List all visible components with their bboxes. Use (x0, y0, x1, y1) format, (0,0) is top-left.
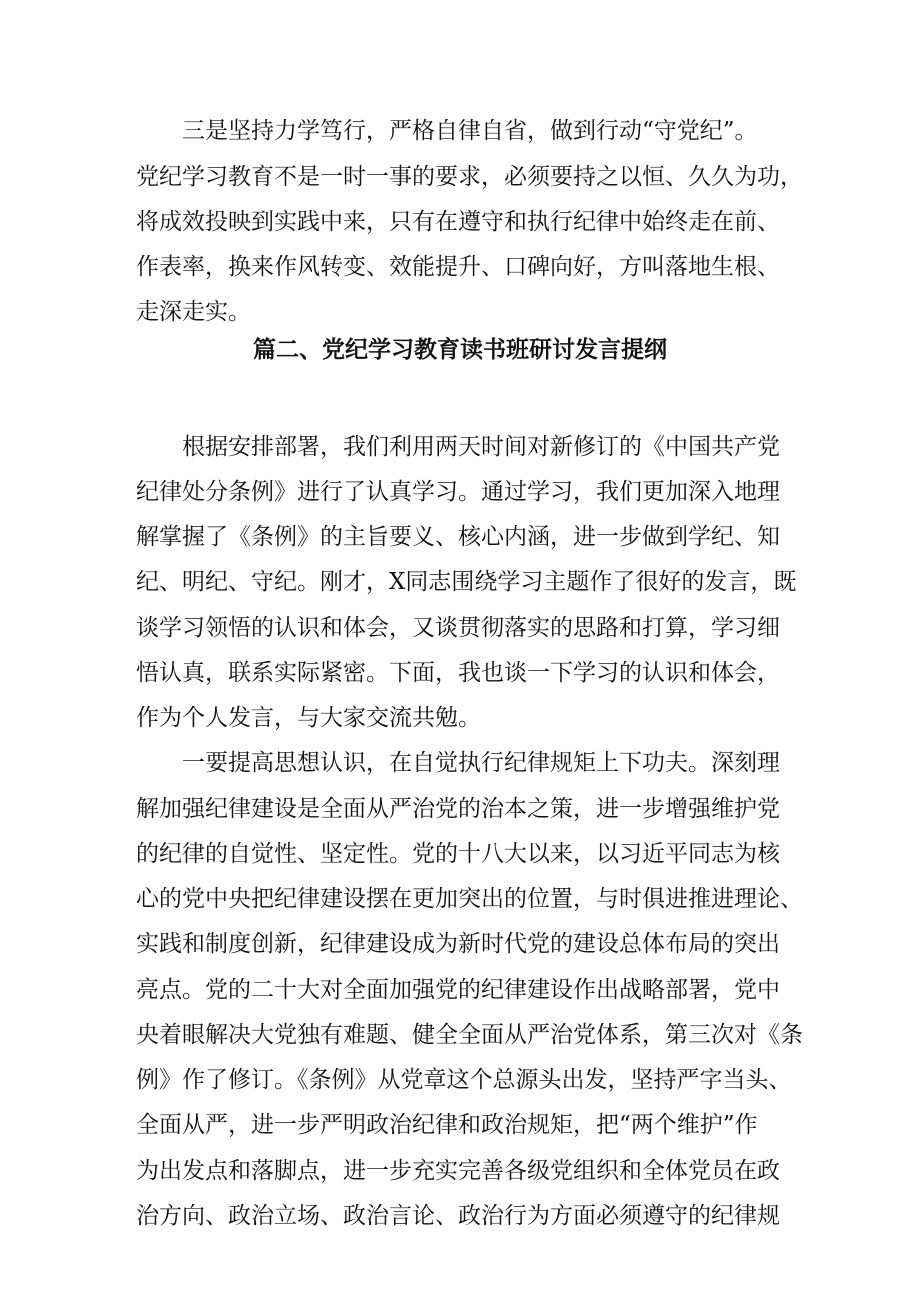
text-line: 解掌握了《条例》的主旨要义、核心内涵，进一步做到学纪、知 (136, 524, 780, 550)
section-title: 篇二、党纪学习教育读书班研讨发言提纲 (253, 337, 667, 363)
text-line: 治方向、政治立场、政治言论、政治行为方面必须遵守的纪律规 (136, 1203, 780, 1229)
text-line: 解加强纪律建设是全面从严治党的治本之策，进一步增强维护党 (136, 796, 780, 822)
text-line: 实践和制度创新，纪律建设成为新时代党的建设总体布局的突出 (136, 931, 780, 957)
text-line: 例》作了修订。《条例》从党章这个总源头出发，坚持严字当头、 (136, 1067, 792, 1093)
text-line: 的纪律的自觉性、坚定性。党的十八大以来，以习近平同志为核 (136, 841, 780, 867)
text-line: 谈学习领悟的认识和体会，又谈贯彻落实的思路和打算，学习细 (136, 615, 780, 641)
text-line: 作为个人发言，与大家交流共勉。 (136, 705, 481, 731)
text-line: 党纪学习教育不是一时一事的要求，必须要持之以恒、久久为功， (136, 164, 803, 190)
text-line: 一要提高思想认识，在自觉执行纪律规矩上下功夫。深刻理 (136, 750, 780, 776)
text-line: 央着眼解决大党独有难题、健全全面从严治党体系，第三次对《条 (136, 1022, 803, 1048)
text-line: 悟认真，联系实际紧密。下面，我也谈一下学习的认识和体会， (136, 660, 780, 686)
text-line: 纪、明纪、守纪。刚才，X同志围绕学习主题作了很好的发言，既 (136, 569, 797, 595)
text-line: 作表率，换来作风转变、效能提升、口碑向好，方叫落地生根、 (136, 254, 780, 280)
text-line: 三是坚持力学笃行，严格自律自省，做到行动“守党纪”。 (136, 118, 758, 144)
text-line: 走深走实。 (136, 299, 251, 325)
text-line: 为出发点和落脚点，进一步充实完善各级党组织和全体党员在政 (136, 1158, 780, 1184)
text-line: 根据安排部署，我们利用两天时间对新修订的《中国共产党 (136, 434, 780, 460)
text-line: 心的党中央把纪律建设摆在更加突出的位置，与时俱进推进理论、 (136, 886, 803, 912)
text-line: 纪律处分条例》进行了认真学习。通过学习，我们更加深入地理 (136, 479, 780, 505)
text-line: 亮点。党的二十大对全面加强党的纪律建设作出战略部署，党中 (136, 977, 780, 1003)
text-line: 将成效投映到实践中来，只有在遵守和执行纪律中始终走在前、 (136, 209, 780, 235)
text-line: 全面从严，进一步严明政治纪律和政治规矩，把“两个维护”作 (136, 1112, 758, 1138)
